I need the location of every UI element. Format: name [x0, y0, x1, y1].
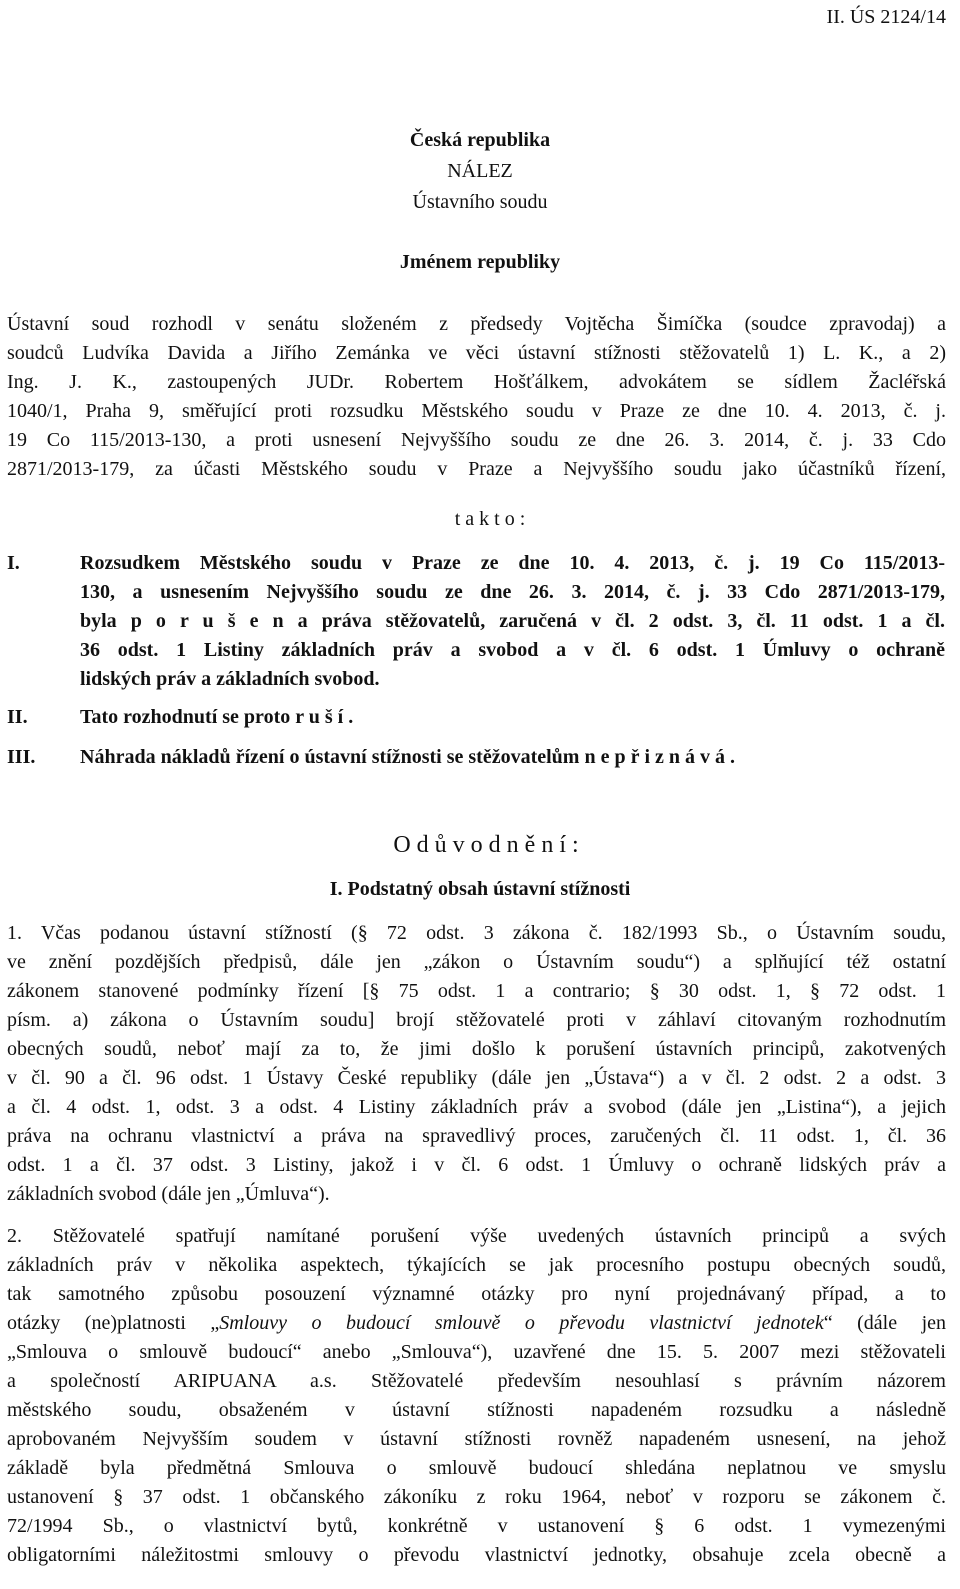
- paragraph-line: odst. 1 a čl. 37 odst. 3 Listiny, jakož i v čl. 6 odst. 1 Úmluvy o ochraně lidských práv a: [7, 1154, 946, 1176]
- paragraph-line: zákonem stanovené podmínky řízení [§ 75 odst. 1 a contrario; § 30 odst. 1, § 72 odst. 1: [7, 980, 946, 1002]
- intro-line: 1040/1, Praha 9, směřující proti rozsudku Městského soudu v Praze ze dne 10. 4. 2013, č. j.: [7, 400, 946, 422]
- paragraph-line: městského soudu, obsaženém v ústavní stížnosti napadeném rozsudku a následně: [7, 1399, 946, 1421]
- verdict-line: lidských práv a základních svobod.: [80, 668, 380, 690]
- verdict-line: Rozsudkem Městského soudu v Praze ze dne 10. 4. 2013, č. j. 19 Co 115/2013-: [80, 552, 945, 574]
- verdict-line: byla p o r u š e n a práva stěžovatelů, zaručená v čl. 2 odst. 3, čl. 11 odst. 1 a čl.: [80, 610, 945, 632]
- paragraph-line: základních práv v několika aspektech, týkajících se jak procesního postupu obecných soudů,: [7, 1254, 946, 1276]
- paragraph-text: otázky (ne)platnosti „: [7, 1312, 220, 1334]
- paragraph-line: 2. Stěžovatelé spatřují namítané porušení výše uvedených ústavních principů a svých: [7, 1225, 946, 1247]
- verdict-line: 36 odst. 1 Listiny základních práv a svobod a v čl. 6 odst. 1 Úmluvy o ochraně: [80, 639, 945, 661]
- title-court: Ústavního soudu: [412, 191, 548, 213]
- paragraph-line: ustanovení § 37 odst. 1 občanského zákoníku z roku 1964, neboť v rozporu se zákonem č.: [7, 1486, 946, 1508]
- paragraph-line: 72/1994 Sb., o vlastnictví bytů, konkrétně v ustanovení § 6 odst. 1 vymezenými: [7, 1515, 946, 1537]
- intro-line: Ing. J. K., zastoupených JUDr. Robertem Hošťálkem, advokátem se sídlem Žacléřská: [7, 371, 946, 393]
- verdict-line: Tato rozhodnutí se proto r u š í .: [80, 706, 354, 728]
- case-number: II. ÚS 2124/14: [826, 6, 946, 28]
- verdict-number: I.: [7, 552, 20, 574]
- verdict-line: Náhrada nákladů řízení o ústavní stížnosti se stěžovatelům n e p ř i z n á v á .: [80, 746, 736, 768]
- paragraph-line: 1. Včas podanou ústavní stížností (§ 72 odst. 3 zákona č. 182/1993 Sb., o Ústavním soudu,: [7, 922, 946, 944]
- verdict-number: II.: [7, 706, 28, 728]
- paragraph-line: „Smlouva o smlouvě budoucí“ anebo „Smlouva“), uzavřené dne 15. 5. 2007 mezi stěžovateli: [7, 1341, 946, 1363]
- paragraph-line: tak samotného způsobu posouzení významné otázky pro nyní projednávaný případ, a to: [7, 1283, 946, 1305]
- verdict-number: III.: [7, 746, 36, 768]
- intro-line: soudců Ludvíka Davida a Jiřího Zemánka ve věci ústavní stížnosti stěžovatelů 1) L. K., a 2): [7, 342, 946, 364]
- paragraph-line: v čl. 90 a čl. 96 odst. 1 Ústavy České republiky (dále jen „Ústava“) a v čl. 2 odst. 2 a odst. 3: [7, 1067, 946, 1089]
- paragraph-line: a společností ARIPUANA a.s. Stěžovatelé především nesouhlasí s právním názorem: [7, 1370, 946, 1392]
- intro-line: Ústavní soud rozhodl v senátu složeném z předsedy Vojtěcha Šimíčka (soudce zpravodaj) a: [7, 313, 946, 335]
- paragraph-text: “ (dále jen: [823, 1312, 947, 1334]
- title-document-type: NÁLEZ: [447, 160, 513, 182]
- contract-title: Smlouvy o budoucí smlouvě o převodu vlastnictví jednotek: [219, 1312, 824, 1334]
- paragraph-line: základě byla předmětná Smlouva o smlouvě budoucí shledána neplatnou ve smyslu: [7, 1457, 946, 1479]
- intro-line: 2871/2013-179, za účasti Městského soudu v Praze a Nejvyššího soudu jako účastníků řízení,: [7, 458, 946, 480]
- paragraph-line: práva na ochranu vlastnictví a práva na spravedlivý proces, zaručených čl. 11 odst. 1, čl. 36: [7, 1125, 946, 1147]
- paragraph-line: [7, 1312, 946, 1335]
- title-country: Česká republika: [409, 129, 551, 151]
- verdict-line: 130, a usnesením Nejvyššího soudu ze dne 26. 3. 2014, č. j. 33 Cdo 2871/2013-179,: [80, 581, 945, 603]
- paragraph-line: základních svobod (dále jen „Úmluva“).: [7, 1183, 330, 1205]
- paragraph-line: obligatorními náležitostmi smlouvy o převodu vlastnictví jednotky, obsahuje zcela obecně a: [7, 1544, 946, 1566]
- paragraph-line: aprobovaném Nejvyšším soudem v ústavní stížnosti rovněž napadeném usnesení, na jehož: [7, 1428, 946, 1450]
- section-heading: I. Podstatný obsah ústavní stížnosti: [329, 878, 631, 900]
- paragraph-line: obecných soudů, neboť mají za to, že jimi došlo k porušení ústavních principů, zakotvených: [7, 1038, 946, 1060]
- intro-line: 19 Co 115/2013-130, a proti usnesení Nejvyššího soudu ze dne 26. 3. 2014, č. j. 33 Cdo: [7, 429, 946, 451]
- paragraph-line: ve znění pozdějších předpisů, dále jen „zákon o Ústavním soudu“) a splňující též ostatní: [7, 951, 946, 973]
- reasoning-heading: O d ů v o d n ě n í :: [393, 832, 579, 858]
- paragraph-line: písm. a) zákona o Ústavním soudu] brojí stěžovatelé proti v záhlaví citovaným rozhodnutím: [7, 1009, 946, 1031]
- paragraph-line: a čl. 4 odst. 1, odst. 3 a odst. 4 Listiny základních práv a svobod (dále jen „Listina“), a jejich: [7, 1096, 946, 1118]
- takto-label: t a k t o :: [454, 508, 526, 530]
- title-in-name-of-republic: Jménem republiky: [399, 251, 561, 273]
